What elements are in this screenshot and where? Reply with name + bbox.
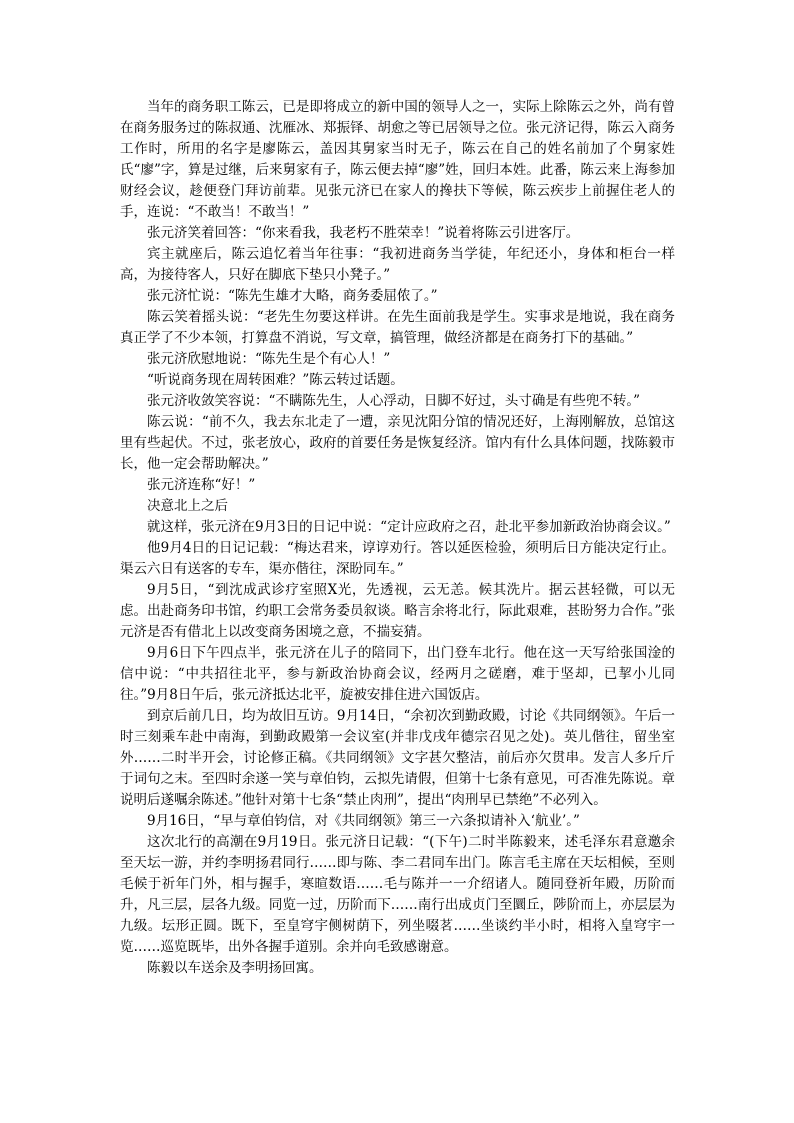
article-body	[120, 97, 675, 979]
paragraph: 张元济收敛笑容说：“不瞒陈先生，人心浮动，日脚不好过，头寸确是有些兜不转。”	[147, 393, 641, 409]
paragraph: 他9月4日的日记记载：“梅达君来，谆谆劝行。答以延医检验，须明后日方能决定行止。渠云六日有送客的专车，渠亦偕往，深盼同车。”	[120, 540, 675, 577]
paragraph: 这次北行的高潮在9月19日。张元济日记载：“(下午)二时半陈毅来，述毛泽东君意邀余至天坛一游，并约李明扬君同行……即与陈、李二君同车出门。陈言毛主席在天坛相候，至则毛候于祈年门外，相与握手，寒暄数语……毛与陈并一一介绍诸人。随同登祈年殿，历阶而升，凡三层，层各九级。同览一过，历阶而下……南行出成贞门至圜丘，陟阶而上，亦层层为九级。坛形正圆。既下，至皇穹宇侧树荫下，列坐啜茗……坐谈约半小时，相将入皇穹宇一览……巡览既毕，出外各握手道别。余并向毛致感谢意。	[120, 834, 675, 955]
paragraph: “听说商务现在周转困难？”陈云转过话题。	[147, 372, 404, 388]
paragraph: 张元济笑着回答：“你来看我，我老朽不胜荣幸！”说着将陈云引进客厅。	[147, 225, 580, 241]
paragraph: 9月6日下午四点半，张元济在儿子的陪同下，出门登车北行。他在这一天写给张国淦的信中说：“中共招往北平，参与新政治协商会议，经两月之磋磨，难于坚却，已挈小儿同往。”9月8日午后，张元济抵达北平，旋被安排住进六国饭店。	[120, 645, 675, 703]
paragraph: 到京后前几日，均为故旧互访。9月14日，“余初次到勤政殿，讨论《共同纲领》。午后一时三刻乘车赴中南海，到勤政殿第一会议室(并非戊戌年德宗召见之处)。英儿偕往，留坐室外……二时半开会，讨论修正稿。《共同纲领》文字甚欠整洁，前后亦欠贯串。发言人多斤斤于词句之末。至四时余遂一笑与章伯钧，云拟先请假，但第十七条有意见，可否准先陈说。章说明后遂嘱余陈述。”他针对第十七条“禁止肉刑”，提出“肉刑早已禁绝”不必列入。	[120, 708, 675, 808]
paragraph: 张元济忙说：“陈先生雄才大略，商务委屈侬了。”	[147, 288, 438, 304]
paragraph: 当年的商务职工陈云，已是即将成立的新中国的领导人之一，实际上除陈云之外，尚有曾在商务服务过的陈叔通、沈雁冰、郑振铎、胡愈之等已居领导之位。张元济记得，陈云入商务工作时，所用的名字是廖陈云，盖因其舅家当时无子，陈云在自己的姓名前加了个舅家姓氏“廖”字，算是过继，后来舅家有子，陈云便去掉“廖”姓，回归本姓。此番，陈云来上海参加财经会议，趁便登门拜访前辈。见张元济已在家人的搀扶下等候，陈云疾步上前握住老人的手，连说：“不敢当！不敢当！”	[120, 99, 675, 220]
paragraph: 张元济连称“好！”	[147, 477, 256, 493]
paragraph: 9月5日，“到沈成武诊疗室照X光，先透视，云无恙。候其洗片。据云甚轻微，可以无虑。出赴商务印书馆，约职工会常务委员叙谈。略言余将北行，际此艰难，甚盼努力合作。”张元济是否有借北上以改变商务困境之意，不揣妄猜。	[120, 582, 675, 640]
paragraph: 宾主就座后，陈云追忆着当年往事：“我初进商务当学徒，年纪还小，身体和柜台一样高，为接待客人，只好在脚底下垫只小凳子。”	[120, 246, 675, 283]
paragraph: 陈云说：“前不久，我去东北走了一遭，亲见沈阳分馆的情况还好，上海刚解放，总馆这里有些起伏。不过，张老放心，政府的首要任务是恢复经济。馆内有什么具体问题，找陈毅市长，他一定会帮助解决。”	[120, 414, 675, 472]
paragraph: 张元济欣慰地说：“陈先生是个有心人！”	[147, 351, 391, 367]
paragraph: 陈毅以车送余及李明扬回寓。	[147, 960, 323, 976]
paragraph: 9月16日，“早与章伯钧信，对《共同纲领》第三一六条拟请补入‘航业’。”	[147, 813, 580, 829]
paragraph: 就这样，张元济在9月3日的日记中说：“定计应政府之召，赴北平参加新政治协商会议。”	[147, 519, 671, 535]
paragraph: 陈云笑着摇头说：“老先生勿要这样讲。在先生面前我是学生。实事求是地说，我在商务真正学了不少本领，打算盘不消说，写文章，搞管理，做经济都是在商务打下的基础。”	[120, 309, 675, 346]
section-heading: 决意北上之后	[147, 498, 228, 514]
